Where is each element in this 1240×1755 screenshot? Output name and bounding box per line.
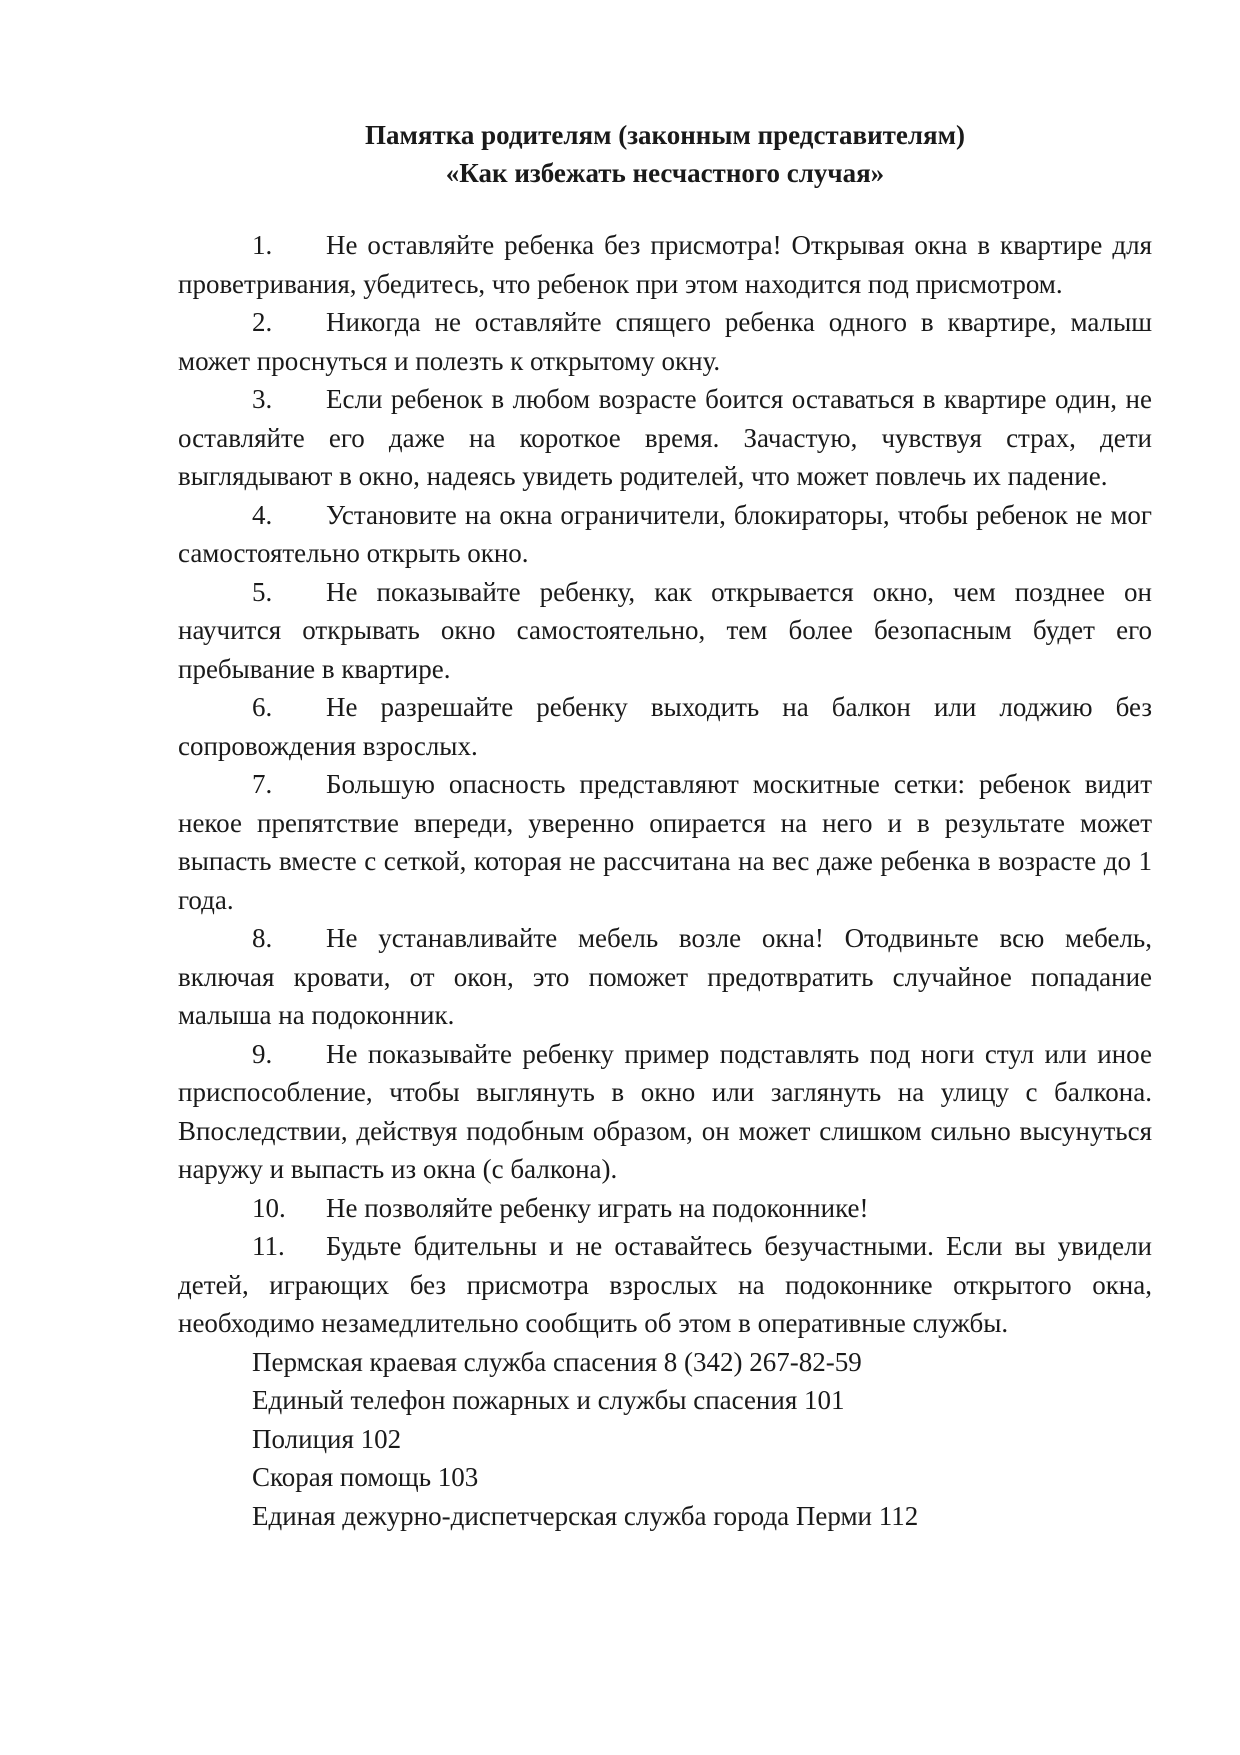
emergency-contacts (178, 1343, 1152, 1536)
item-number: 2. (252, 307, 273, 337)
item-text: Не показывайте ребенку пример подставлять под ноги стул или иное приспособление, чтобы выглянуть в окно или заглянуть на улицу с балкона. Впоследствии, действуя подобным образом, он может слишком сильно высунуться наружу и выпасть из окна (с балкона). (178, 1038, 1152, 1184)
item-number: 6. (252, 692, 273, 722)
list-item-4 (178, 496, 1152, 573)
item-number: 11. (252, 1231, 285, 1261)
title-line-1: Памятка родителям (законным представителям) (364, 120, 966, 150)
list-item-7 (178, 765, 1152, 919)
item-text: Большую опасность представляют москитные сетки: ребенок видит некое препятствие впереди, уверенно опирается на него и в результате может выпасть вместе с сеткой, которая не рассчитана на вес даже ребенка в возрасте до 1 года. (178, 769, 1152, 915)
contact-line: Скорая помощь 103 (252, 1462, 479, 1492)
item-number: 10. (252, 1192, 286, 1223)
item-number: 9. (252, 1038, 273, 1069)
item-text: Если ребенок в любом возрасте боится оставаться в квартире один, не оставляйте его даже на короткое время. Зачастую, чувствуя страх, дети выглядывают в окно, надеясь увидеть родителей, что может повлечь их падение. (178, 384, 1152, 491)
list-item-11 (178, 1227, 1152, 1343)
list-item-5 (178, 573, 1152, 689)
list-item-10 (178, 1189, 1152, 1228)
item-text: Не оставляйте ребенка без присмотра! Открывая окна в квартире для проветривания, убедитесь, что ребенок при этом находится под присмотром. (178, 230, 1152, 299)
item-text: Установите на окна ограничители, блокираторы, чтобы ребенок не мог самостоятельно открыть окно. (178, 499, 1152, 568)
title-line-2: «Как избежать несчастного случая» (445, 158, 885, 188)
item-number: 4. (252, 499, 273, 530)
item-number: 1. (252, 230, 273, 260)
list-item-3 (178, 380, 1152, 496)
list-item-6 (178, 688, 1152, 765)
list-item-2 (178, 303, 1152, 380)
contact-line: Пермская краевая служба спасения 8 (342) 267-82-59 (252, 1346, 862, 1377)
item-number: 5. (252, 576, 273, 607)
item-text: Не устанавливайте мебель возле окна! Отодвиньте всю мебель, включая кровати, от окон, это поможет предотвратить случайное попадание малыша на подоконник. (178, 923, 1152, 1030)
item-text: Не показывайте ребенку, как открывается окно, чем позднее он научится открывать окно самостоятельно, тем более безопасным будет его пребывание в квартире. (178, 576, 1152, 684)
contact-line: Единая дежурно-диспетчерская служба города Перми 112 (252, 1500, 919, 1531)
list-item-1 (178, 226, 1152, 303)
document-title (178, 116, 1152, 192)
item-text: Не разрешайте ребенку выходить на балкон или лоджию без сопровождения взрослых. (178, 692, 1152, 761)
item-number: 7. (252, 769, 273, 799)
item-text: Не позволяйте ребенку играть на подоконнике! (326, 1192, 869, 1223)
list-item-8 (178, 919, 1152, 1035)
item-text: Никогда не оставляйте спящего ребенка одного в квартире, малыш может проснуться и полезть к открытому окну. (178, 307, 1152, 376)
recommendations-list (178, 226, 1152, 1343)
item-number: 8. (252, 923, 273, 953)
list-item-9 (178, 1035, 1152, 1189)
contact-line: Единый телефон пожарных и службы спасения 101 (252, 1385, 845, 1415)
contact-line: Полиция 102 (252, 1423, 402, 1454)
item-number: 3. (252, 384, 273, 414)
document-page (178, 116, 1152, 1535)
item-text: Будьте бдительны и не оставайтесь безучастными. Если вы увидели детей, играющих без присмотра взрослых на подоконнике открытого окна, необходимо незамедлительно сообщить об этом в оперативные службы. (178, 1231, 1152, 1338)
